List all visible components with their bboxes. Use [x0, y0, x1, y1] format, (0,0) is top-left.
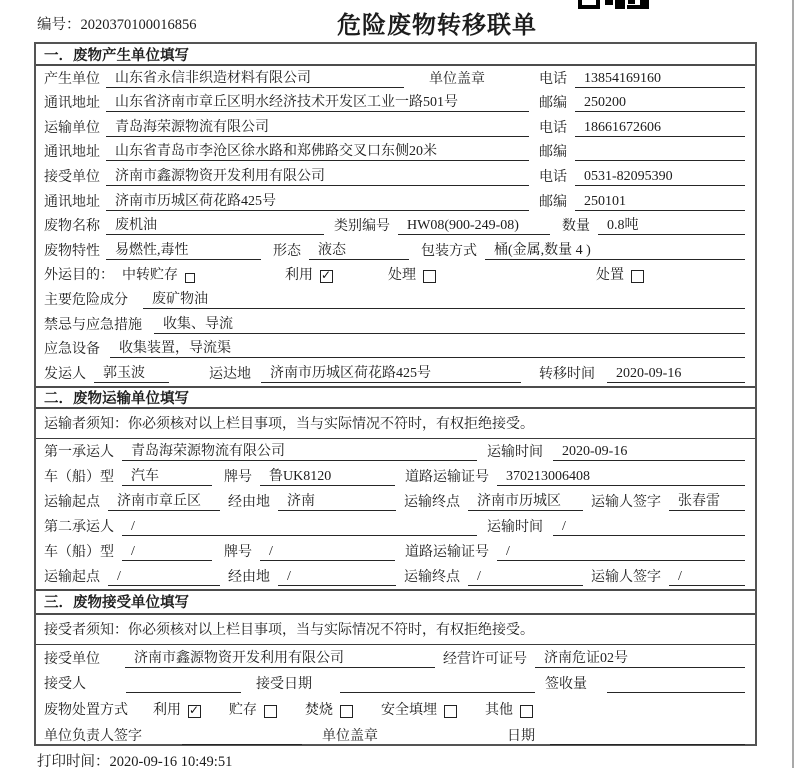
destination-label: 运达地 [209, 366, 251, 382]
second-carrier-field: / [122, 519, 477, 536]
row-dispatcher [36, 361, 755, 386]
qr-code-fragment [578, 0, 654, 9]
address-label: 通讯地址 [44, 194, 100, 210]
row-receiving-unit [36, 645, 755, 671]
checkbox-disposal-landfill[interactable] [444, 705, 457, 718]
row-route-2 [36, 564, 755, 589]
taboo-measures-field: 收集、导流 [154, 313, 745, 334]
checkbox-transfer-storage[interactable] [185, 273, 195, 283]
road-license-label: 道路运输证号 [405, 469, 489, 485]
route-end-field: 济南市历城区 [468, 490, 583, 511]
form-label: 形态 [273, 243, 301, 259]
transporter-address-field: 山东省青岛市李沧区徐水路和郑佛路交叉口东侧20米 [106, 140, 529, 161]
carrier-signature-label: 运输人签字 [591, 569, 661, 585]
route-via-field: 济南 [278, 490, 396, 511]
row-taboo-measures [36, 312, 755, 337]
route-via-label: 经由地 [228, 494, 270, 510]
zip-label: 邮编 [539, 145, 567, 161]
route-via-label: 经由地 [228, 569, 270, 585]
category-code-field: HW08(900-249-08) [398, 218, 550, 235]
row-route-1 [36, 489, 755, 514]
first-carrier-label: 第一承运人 [44, 444, 114, 460]
disposal-option-incinerate: 焚烧 [305, 703, 333, 719]
purpose-option-dispose: 处置 [596, 268, 624, 284]
route-start-label: 运输起点 [44, 569, 100, 585]
route-end-label: 运输终点 [404, 494, 460, 510]
vehicle-type-field-2: / [122, 544, 212, 561]
category-code-label: 类别编号 [334, 219, 390, 235]
zip-label: 邮编 [539, 96, 567, 112]
route-start-label: 运输起点 [44, 494, 100, 510]
print-time: 打印时间：2020-09-16 10:49:51 [37, 754, 233, 768]
second-carrier-label: 第二承运人 [44, 519, 114, 535]
hazard-components-label: 主要危险成分 [44, 292, 128, 308]
phone-label: 电话 [539, 120, 567, 136]
transporter-label: 运输单位 [44, 120, 100, 136]
section3-header: 三．废物接受单位填写 [36, 589, 755, 615]
accept-date-field [340, 692, 535, 693]
waste-properties-label: 废物特性 [44, 243, 100, 259]
row-waste-name [36, 214, 755, 239]
hazard-components-field: 废矿物油 [143, 288, 745, 309]
route-via-field-2: / [278, 569, 396, 586]
transfer-time-field: 2020-09-16 [607, 366, 745, 383]
plate-field-2: / [260, 544, 395, 561]
row-producer [36, 66, 755, 91]
transport-time-label: 运输时间 [487, 519, 543, 535]
receiver-value-field: 济南市鑫源物资开发利用有限公司 [106, 165, 529, 186]
row-transport-purpose [36, 263, 755, 288]
address-label: 通讯地址 [44, 145, 100, 161]
received-quantity-label: 签收量 [545, 677, 587, 693]
disposal-method-label: 废物处置方式 [44, 703, 128, 719]
producer-label: 产生单位 [44, 71, 100, 87]
plate-label: 牌号 [224, 469, 252, 485]
transport-time-field: 2020-09-16 [553, 444, 745, 461]
row-vehicle-2 [36, 539, 755, 564]
transfer-time-label: 转移时间 [539, 366, 595, 382]
business-license-field: 济南危证02号 [535, 647, 745, 668]
responsible-signature-label: 单位负责人签字 [44, 728, 142, 744]
date-field [550, 744, 745, 745]
responsible-signature-field [182, 744, 302, 745]
row-receiver-address [36, 189, 755, 214]
taboo-measures-label: 禁忌与应急措施 [44, 317, 142, 333]
producer-phone-field: 13854169160 [575, 71, 745, 88]
purpose-label: 外运目的： [44, 268, 114, 284]
row-acceptor [36, 671, 755, 697]
transport-time-field-2: / [553, 519, 745, 536]
checkbox-treat[interactable] [423, 270, 436, 283]
row-first-carrier [36, 439, 755, 464]
emergency-equipment-field: 收集装置，导流渠 [110, 337, 745, 358]
producer-address-field: 山东省济南市章丘区明水经济技术开发区工业一路501号 [106, 91, 529, 112]
row-second-carrier [36, 514, 755, 539]
route-end-label: 运输终点 [404, 569, 460, 585]
receiver-address-field: 济南市历城区荷花路425号 [106, 190, 529, 211]
checkbox-disposal-other[interactable] [520, 705, 533, 718]
checkbox-utilize[interactable] [320, 270, 333, 283]
transport-time-label: 运输时间 [487, 444, 543, 460]
disposal-option-utilize: 利用 [153, 703, 181, 719]
row-producer-address [36, 91, 755, 116]
waste-properties-field: 易燃性,毒性 [106, 239, 261, 260]
form-field: 液态 [309, 239, 409, 260]
dispatcher-field: 郭玉波 [94, 362, 169, 383]
route-start-field-2: / [108, 569, 220, 586]
disposal-option-landfill: 安全填埋 [381, 703, 437, 719]
row-emergency-equipment [36, 337, 755, 362]
plate-label: 牌号 [224, 544, 252, 560]
phone-label: 电话 [539, 169, 567, 185]
packaging-label: 包装方式 [421, 243, 477, 259]
dispatcher-label: 发运人 [44, 366, 86, 382]
producer-zip-field: 250200 [575, 95, 745, 112]
acceptor-label: 接受人 [44, 677, 86, 693]
transporter-value-field: 青岛海荣源物流有限公司 [106, 116, 529, 137]
document-number-label: 编号： [37, 17, 81, 33]
unit-seal-label: 单位盖章 [429, 71, 485, 87]
receiver-zip-field: 250101 [575, 194, 745, 211]
vehicle-type-label: 车（船）型 [44, 469, 114, 485]
transporter-notice: 运输者须知：你必须核对以上栏目事项，当与实际情况不符时，有权拒绝接受。 [36, 409, 755, 439]
road-license-label: 道路运输证号 [405, 544, 489, 560]
row-responsible-signature [36, 722, 755, 748]
qr-finder-icon [578, 0, 600, 9]
page-title: 危险废物转移联单 [337, 13, 537, 39]
unit-seal-label: 单位盖章 [322, 728, 378, 744]
row-disposal-method [36, 696, 755, 722]
route-start-field: 济南市章丘区 [108, 490, 220, 511]
row-hazard-components [36, 287, 755, 312]
producer-value-field: 山东省永信非织造材料有限公司 [106, 67, 404, 88]
row-transporter-address [36, 140, 755, 165]
phone-label: 电话 [539, 71, 567, 87]
checkbox-dispose[interactable] [631, 270, 644, 283]
zip-label: 邮编 [539, 194, 567, 210]
row-transporter [36, 115, 755, 140]
route-end-field-2: / [468, 569, 583, 586]
transfer-form-table [34, 42, 757, 746]
received-quantity-field [607, 692, 745, 693]
transporter-phone-field: 18661672606 [575, 120, 745, 137]
receiving-unit-field: 济南市鑫源物资开发利用有限公司 [125, 647, 435, 668]
purpose-option-transfer-storage: 中转贮存 [122, 268, 178, 284]
vehicle-type-label: 车（船）型 [44, 544, 114, 560]
checkbox-disposal-incinerate[interactable] [340, 705, 353, 718]
document-number-value: 2020370100016856 [80, 17, 197, 33]
transporter-zip-field [575, 160, 745, 161]
destination-field: 济南市历城区荷花路425号 [261, 362, 521, 383]
acceptor-field [126, 692, 241, 693]
disposal-option-storage: 贮存 [229, 703, 257, 719]
receiving-unit-label: 接受单位 [44, 651, 100, 667]
receiver-notice: 接受者须知：你必须核对以上栏目事项，当与实际情况不符时，有权拒绝接受。 [36, 615, 755, 645]
accept-date-label: 接受日期 [256, 677, 312, 693]
row-vehicle-1 [36, 464, 755, 489]
waste-name-label: 废物名称 [44, 219, 100, 235]
plate-field: 鲁UK8120 [260, 465, 395, 486]
section1-header: 一．废物产生单位填写 [36, 44, 755, 66]
quantity-label: 数量 [562, 219, 590, 235]
carrier-signature-field: 张春雷 [669, 490, 745, 511]
window-edge-divider [792, 0, 794, 768]
emergency-equipment-label: 应急设备 [44, 342, 100, 358]
first-carrier-field: 青岛海荣源物流有限公司 [122, 440, 477, 461]
carrier-signature-field-2: / [669, 569, 745, 586]
quantity-field: 0.8吨 [598, 214, 745, 235]
row-receiver [36, 164, 755, 189]
receiver-label: 接受单位 [44, 169, 100, 185]
packaging-field: 桶(金属,数量 4 ) [485, 239, 745, 260]
receiver-phone-field: 0531-82095390 [575, 169, 745, 186]
purpose-option-treat: 处理 [388, 268, 416, 284]
road-license-field-2: / [497, 544, 745, 561]
row-waste-properties [36, 238, 755, 263]
business-license-label: 经营许可证号 [443, 651, 527, 667]
checkbox-disposal-utilize[interactable] [188, 705, 201, 718]
vehicle-type-field: 汽车 [122, 465, 212, 486]
address-label: 通讯地址 [44, 96, 100, 112]
date-label: 日期 [507, 728, 535, 744]
carrier-signature-label: 运输人签字 [591, 494, 661, 510]
road-license-field: 370213006408 [497, 469, 745, 486]
waste-name-field: 废机油 [106, 214, 324, 235]
disposal-option-other: 其他 [485, 703, 513, 719]
checkbox-disposal-storage[interactable] [264, 705, 277, 718]
section2-header: 二．废物运输单位填写 [36, 386, 755, 409]
purpose-option-utilize: 利用 [285, 268, 313, 284]
